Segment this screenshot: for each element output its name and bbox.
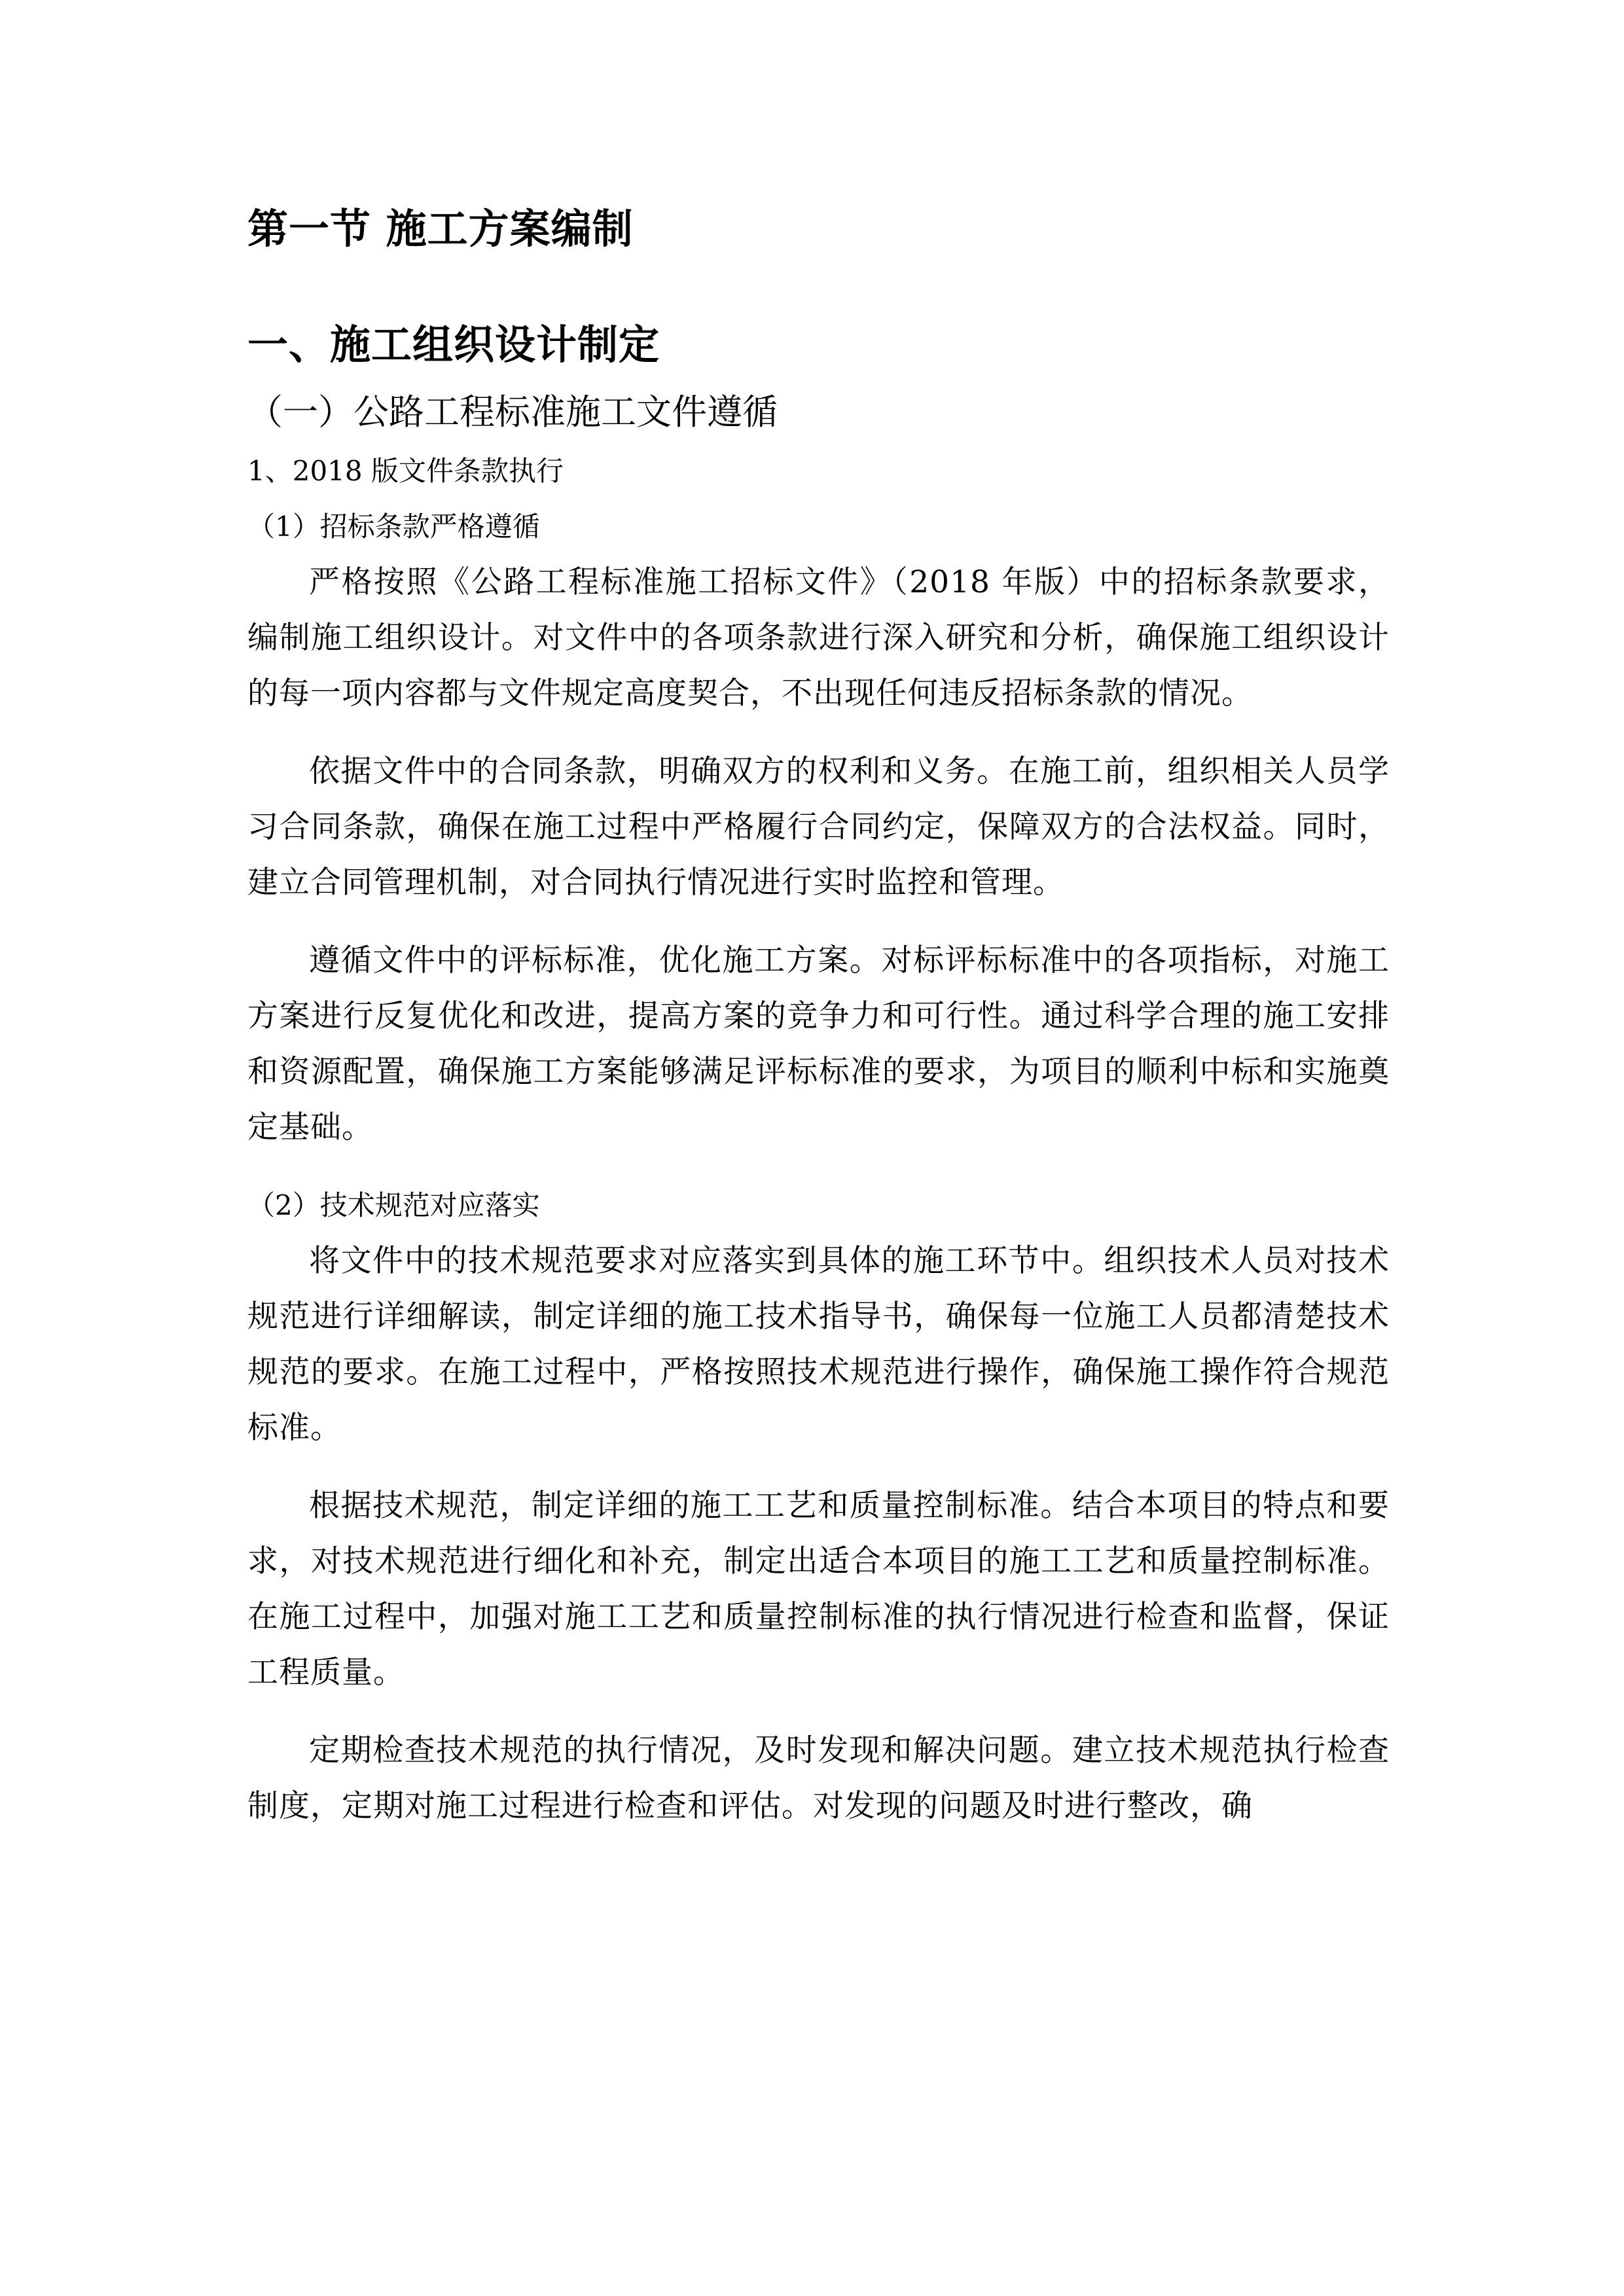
item-title: 1、2018 版文件条款执行 [247, 455, 564, 487]
paragraph: 根据技术规范，制定详细的施工工艺和质量控制标准。结合本项目的特点和要求，对技术规范进行细化和补充，制定出适合本项目的施工工艺和质量控制标准。在施工过程中，加强对施工工艺和质量控制标准的执行情况进行检查和监督，保证工程质量。 [247, 1488, 1390, 1691]
paragraph: 定期检查技术规范的执行情况，及时发现和解决问题。建立技术规范执行检查制度，定期对施工过程进行检查和评估。对发现的问题及时进行整改，确 [247, 1732, 1390, 1824]
chapter-title: 一、施工组织设计制定 [247, 321, 660, 368]
subsection-title-1: （1）招标条款严格遵循 [247, 511, 540, 543]
document-body [247, 190, 1390, 1856]
section-title: 第一节 施工方案编制 [247, 205, 634, 253]
paragraph: 遵循文件中的评标标准，优化施工方案。对标评标标准中的各项指标，对施工方案进行反复优化和改进，提高方案的竞争力和可行性。通过科学合理的施工安排和资源配置，确保施工方案能够满足评标标准的要求，为项目的顺利中标和实施奠定基础。 [247, 942, 1390, 1145]
subsection-title-2: （2）技术规范对应落实 [247, 1189, 540, 1221]
paragraph: 严格按照《公路工程标准施工招标文件》（2018 年版）中的招标条款要求，编制施工组织设计。对文件中的各项条款进行深入研究和分析，确保施工组织设计的每一项内容都与文件规定高度契合，不出现任何违反招标条款的情况。 [247, 564, 1390, 711]
paragraph: 将文件中的技术规范要求对应落实到具体的施工环节中。组织技术人员对技术规范进行详细解读，制定详细的施工技术指导书，确保每一位施工人员都清楚技术规范的要求。在施工过程中，严格按照技术规范进行操作，确保施工操作符合规范标准。 [247, 1243, 1390, 1446]
subchapter-title: （一）公路工程标准施工文件遵循 [247, 391, 778, 433]
paragraph: 依据文件中的合同条款，明确双方的权利和义务。在施工前，组织相关人员学习合同条款，确保在施工过程中严格履行合同约定，保障双方的合法权益。同时，建立合同管理机制，对合同执行情况进行实时监控和管理。 [247, 753, 1390, 901]
